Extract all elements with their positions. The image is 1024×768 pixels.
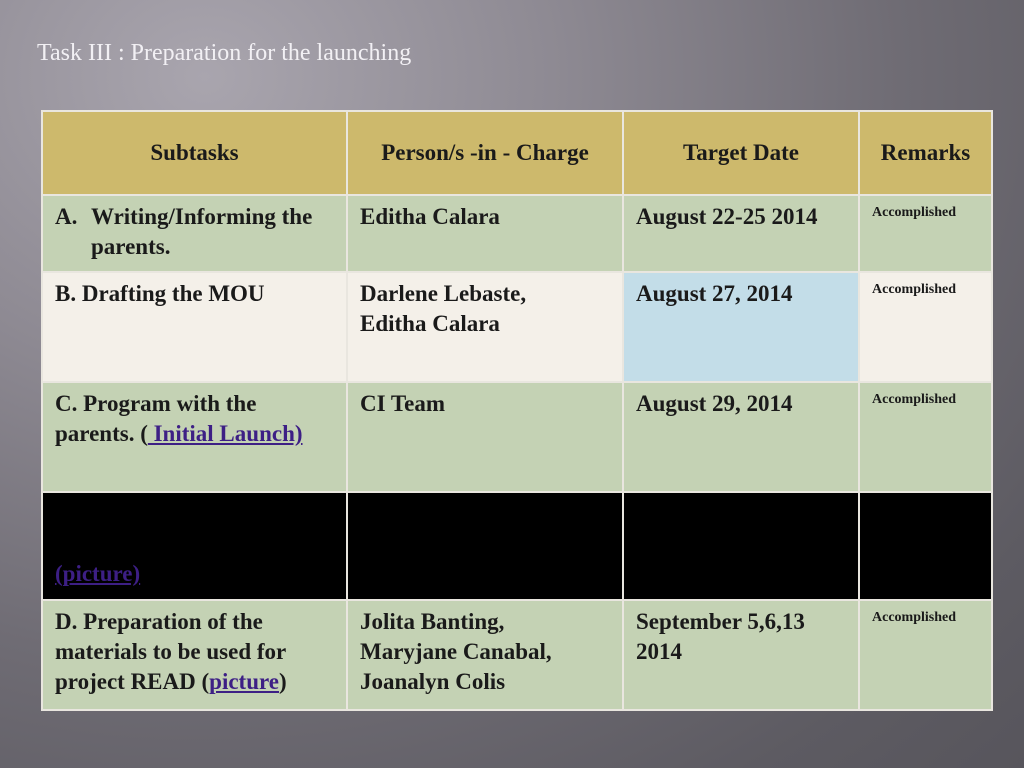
person-line: Darlene Lebaste, [360, 281, 527, 306]
table-row [42, 195, 992, 272]
remarks-text: Accomplished [872, 610, 956, 625]
date-cell [623, 600, 859, 710]
slide-title: Task III : Preparation for the launching [37, 40, 412, 66]
person-line: Jolita Banting, [360, 609, 505, 634]
subtask-suffix: ) [279, 669, 287, 694]
picture-link[interactable]: (picture) [55, 561, 141, 586]
subtask-cell [42, 382, 347, 492]
person-cell [347, 272, 623, 382]
header-person-in-charge: Person/s -in - Charge [347, 111, 623, 195]
remarks-text: Accomplished [872, 205, 956, 220]
header-target-date: Target Date [623, 111, 859, 195]
person-text: Editha Calara [360, 204, 500, 229]
person-cell [347, 382, 623, 492]
header-subtasks: Subtasks [42, 111, 347, 195]
date-cell [623, 195, 859, 272]
person-cell [347, 195, 623, 272]
date-text: August 29, 2014 [636, 391, 793, 416]
empty-cell [859, 492, 992, 600]
task-table [41, 110, 993, 711]
subtask-text: D. Preparation of the materials to be used for project READ ( [55, 609, 286, 694]
list-marker: A. [55, 204, 78, 229]
table-header-row [42, 111, 992, 195]
table-row [42, 382, 992, 492]
subtask-cell [42, 600, 347, 710]
person-line: Maryjane Canabal, [360, 639, 552, 664]
empty-cell [623, 492, 859, 600]
date-cell [623, 272, 859, 382]
person-line: Editha Calara [360, 311, 500, 336]
person-line: Joanalyn Colis [360, 669, 506, 694]
subtask-cell [42, 492, 347, 600]
table-row [42, 272, 992, 382]
subtask-text: B. Drafting the MOU [55, 281, 265, 306]
subtask-text: Writing/Informing the parents. [91, 204, 313, 259]
date-text: September 5,6,13 2014 [636, 609, 805, 664]
remarks-cell [859, 600, 992, 710]
subtask-item [55, 202, 336, 262]
subtask-cell [42, 195, 347, 272]
subtask-cell [42, 272, 347, 382]
picture-link[interactable]: picture [209, 669, 279, 694]
table-row [42, 600, 992, 710]
initial-launch-link[interactable]: Initial Launch) [147, 421, 303, 446]
remarks-cell [859, 272, 992, 382]
date-text: August 22-25 2014 [636, 204, 818, 229]
remarks-cell [859, 382, 992, 492]
remarks-cell [859, 195, 992, 272]
empty-cell [347, 492, 623, 600]
date-text: August 27, 2014 [636, 281, 793, 306]
header-remarks: Remarks [859, 111, 992, 195]
table-row [42, 492, 992, 600]
remarks-text: Accomplished [872, 282, 956, 297]
subtask-text: C. Program with the parents. ( [55, 391, 257, 446]
person-cell [347, 600, 623, 710]
person-text: CI Team [360, 391, 445, 416]
date-cell [623, 382, 859, 492]
remarks-text: Accomplished [872, 392, 956, 407]
